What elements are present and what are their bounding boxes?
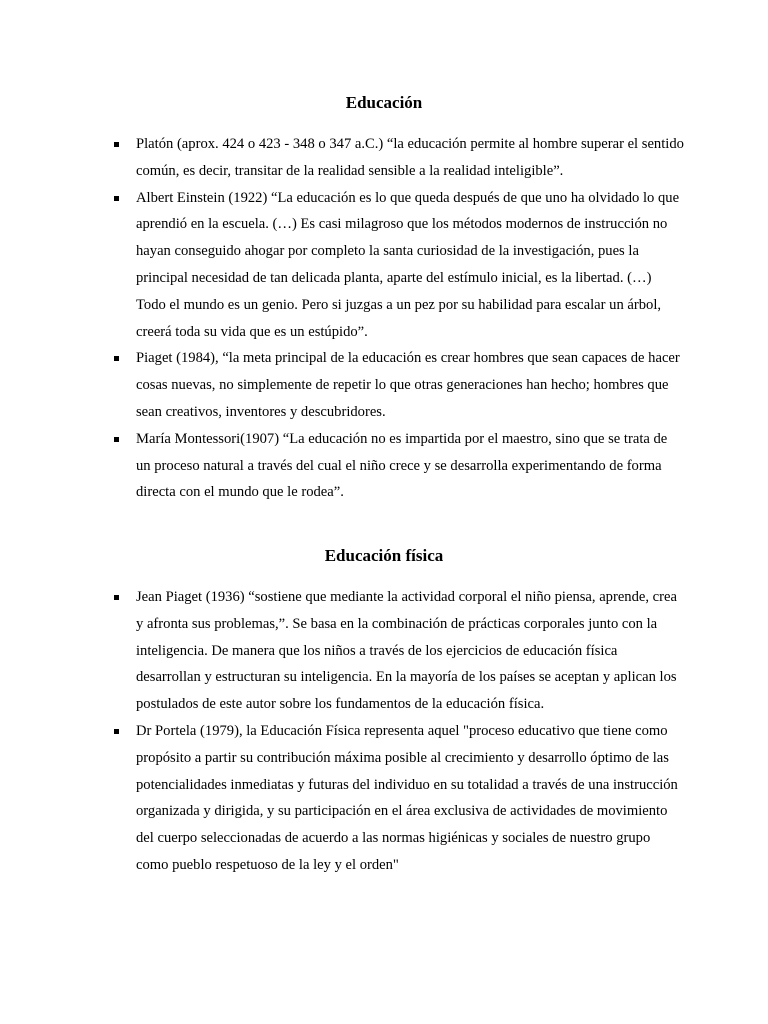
quote-text: María Montessori(1907) “La educación no es impartida por el maestro, sino que se trata de un proceso natural a través del cual el niño crece y se desarrolla experimentando de forma directa con el mundo que le rodea”. <box>136 430 668 501</box>
section-title-educacion-fisica: Educación física <box>324 546 444 565</box>
square-bullet-icon <box>114 196 119 201</box>
list-item <box>108 131 684 185</box>
quote-text: Piaget (1984), “la meta principal de la educación es crear hombres que sean capaces de hacer cosas nuevas, no simplemente de repetir lo que otras generaciones han hecho; hombres que sean creativos, inventores y descubridores. <box>136 350 680 420</box>
quote-list-educacion-fisica <box>108 584 684 879</box>
quote-list-educacion <box>108 131 684 506</box>
quote-text: Platón (aprox. 424 o 423 - 348 o 347 a.C.) “la educación permite al hombre superar el sentido común, es decir, transitar de la realidad sensible a la realidad inteligible”. <box>136 136 684 179</box>
quote-text: Dr Portela (1979), la Educación Física representa aquel "proceso educativo que tiene como propósito a partir su contribución máxima posible al crecimiento y desarrollo óptimo de las potencialidades inmediatas y futuras del individuo en su totalidad a través de una instrucción organizada y dirigida, y su participación en el área exclusiva de actividades de movimiento del cuerpo seleccionadas de acuerdo a las normas higiénicas y sociales de nuestro grupo como pueblo respetuoso de la ley y el orden" <box>136 722 678 873</box>
list-item <box>108 718 684 879</box>
square-bullet-icon <box>114 595 119 600</box>
list-item <box>108 584 684 718</box>
quote-text: Jean Piaget (1936) “sostiene que mediante la actividad corporal el niño piensa, aprende, crea y afronta sus problemas,”. Se basa en la combinación de prácticas corporales junto con la inteligencia. De manera que los niños a través de los ejercicios de educación física desarrollan y estructuran su inteligencia. En la mayoría de los países se aceptan y aplican los postulados de este autor sobre los fundamentos de la educación física. <box>136 589 677 713</box>
square-bullet-icon <box>114 437 119 442</box>
square-bullet-icon <box>114 729 119 734</box>
list-item <box>108 185 684 346</box>
square-bullet-icon <box>114 356 119 361</box>
section-title-educacion: Educación <box>345 93 423 112</box>
list-item <box>108 426 684 506</box>
square-bullet-icon <box>114 142 119 147</box>
list-item <box>108 345 684 425</box>
quote-text: Albert Einstein (1922) “La educación es lo que queda después de que uno ha olvidado lo que aprendió en la escuela. (…) Es casi milagroso que los métodos modernos de instrucción no hayan conseguido ahogar por completo la santa curiosidad de la investigación, pues la principal necesidad de tan delicada planta, aparte del estímulo inicial, es la libertad. (…) Todo el mundo es un genio. Pero si juzgas a un pez por su habilidad para escalar un árbol, creerá toda su vida que es un estúpido”. <box>136 189 680 340</box>
